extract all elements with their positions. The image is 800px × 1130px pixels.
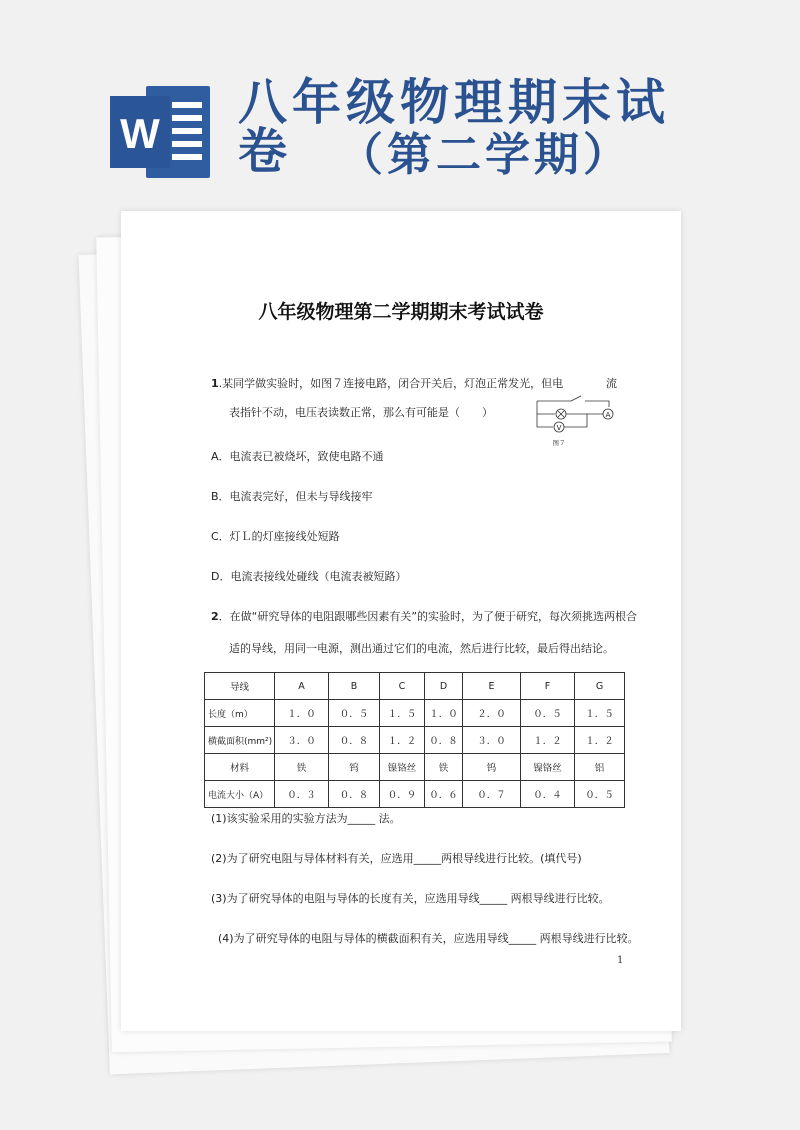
q1-option-d: D．电流表接线处碰线（电流表被短路） <box>211 570 407 583</box>
table-cell: １．０ <box>275 700 329 727</box>
q2-sub-question-2: (2)为了研究电阻与导体材料有关，应选用_____两根导线进行比较。(填代号) <box>211 852 582 865</box>
table-header-cell: E <box>463 673 521 700</box>
page-number: 1 <box>617 955 624 966</box>
table-cell: ０．５ <box>329 700 380 727</box>
conductor-data-table <box>204 672 625 808</box>
q2-line1-text: ．在做“研究导体的电阻跟哪些因素有关”的实验时，为了便于研究，每次须挑选两根合 <box>218 610 638 623</box>
table-cell: １．０ <box>425 700 463 727</box>
table-header-cell: G <box>575 673 625 700</box>
table-cell: ０．４ <box>521 781 575 808</box>
circuit-diagram <box>531 391 627 451</box>
word-logo-icon <box>108 82 214 182</box>
table-row <box>205 727 625 754</box>
table-cell: ０．３ <box>275 781 329 808</box>
table-cell: １．５ <box>575 700 625 727</box>
table-row <box>205 781 625 808</box>
banner-subtitle: （第二学期） <box>338 128 633 181</box>
document-title: 八年级物理第二学期期末考试试卷 <box>258 301 544 323</box>
table-cell: ０．５ <box>521 700 575 727</box>
q2-sub-question-3: (3)为了研究导体的电阻与导体的长度有关，应选用导线_____ 两根导线进行比较。 <box>211 892 610 905</box>
table-cell: ３．０ <box>275 727 329 754</box>
figure-caption: 图７ <box>552 439 566 447</box>
q1-line1 <box>211 377 563 390</box>
table-cell: ２．０ <box>463 700 521 727</box>
q2-line2: 适的导线，用同一电源，测出通过它们的电流，然后进行比较，最后得出结论。 <box>229 642 614 655</box>
table-cell: 铁 <box>425 754 463 781</box>
table-header-cell: F <box>521 673 575 700</box>
q2-sub-question-1: (1)该实验采用的实验方法为_____ 法。 <box>211 812 401 825</box>
table-cell: ３．０ <box>463 727 521 754</box>
q1-option-a: A．电流表已被烧坏，致使电路不通 <box>211 450 384 463</box>
q1-option-c: C．灯Ｌ的灯座接线处短路 <box>211 530 340 543</box>
table-cell: 钨 <box>463 754 521 781</box>
table-row-label: 材料 <box>205 754 275 781</box>
banner-title: 八年级物理期末试卷 <box>238 74 671 180</box>
voltmeter-symbol: V <box>556 424 562 432</box>
table-row-label: 电流大小（A） <box>205 781 275 808</box>
paper-sheet-front <box>121 211 681 1031</box>
q2-sub-question-4: (4)为了研究导体的电阻与导体的横截面积有关，应选用导线_____ 两根导线进行比较。 <box>218 932 639 945</box>
table-cell: ０．８ <box>329 781 380 808</box>
table-header-cell: D <box>425 673 463 700</box>
table-header-cell: C <box>380 673 425 700</box>
table-cell: １．２ <box>380 727 425 754</box>
table-cell: ０．８ <box>329 727 380 754</box>
table-cell: 铁 <box>275 754 329 781</box>
table-header-cell: 导线 <box>205 673 275 700</box>
q1-line1-tail: 流 <box>606 377 617 390</box>
q2-number: 2 <box>211 610 219 623</box>
table-header-row <box>205 673 625 700</box>
table-row-label: 横截面积(mm²) <box>205 727 275 754</box>
table-cell: ０．６ <box>425 781 463 808</box>
table-cell: １．２ <box>575 727 625 754</box>
ammeter-symbol: A <box>605 411 611 419</box>
table-header-cell: A <box>275 673 329 700</box>
table-cell: ０．８ <box>425 727 463 754</box>
q1-line1-text: .某同学做实验时，如图７连接电路，闭合开关后，灯泡正常发光，但电 <box>218 377 564 390</box>
q1-option-b: B．电流表完好，但未与导线接牢 <box>211 490 373 503</box>
table-header-cell: B <box>329 673 380 700</box>
table-cell: 铝 <box>575 754 625 781</box>
table-cell: ０．７ <box>463 781 521 808</box>
table-cell: １．５ <box>380 700 425 727</box>
table-row-label: 长度（m） <box>205 700 275 727</box>
table-cell: ０．５ <box>575 781 625 808</box>
q1-line2: 表指针不动，电压表读数正常，那么有可能是（ ） <box>229 406 493 419</box>
logo-letter: W <box>120 110 160 157</box>
table-row <box>205 700 625 727</box>
table-cell: 镍铬丝 <box>380 754 425 781</box>
q1-number: 1 <box>211 377 219 390</box>
table-cell: ０．９ <box>380 781 425 808</box>
table-cell: １．２ <box>521 727 575 754</box>
table-row <box>205 754 625 781</box>
table-cell: 镍铬丝 <box>521 754 575 781</box>
q2-line1 <box>211 610 637 623</box>
table-cell: 钨 <box>329 754 380 781</box>
